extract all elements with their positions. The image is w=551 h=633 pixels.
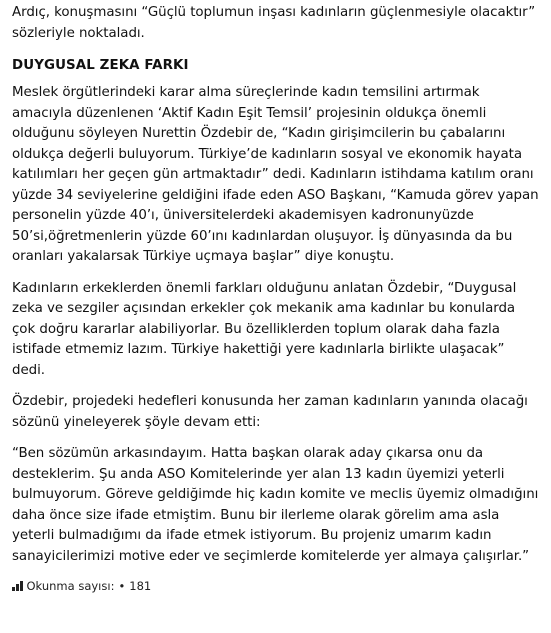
section-heading: DUYGUSAL ZEKA FARKI [12, 58, 189, 73]
separator-dot: • [118, 579, 126, 593]
intro-paragraph: Ardıç, konuşmasını “Güçlü toplumun inşası kadınların güçlenmesiyle olacaktır” sözleriyle noktaladı. [12, 5, 536, 41]
paragraph-4: “Ben sözümün arkasındayım. Hatta başkan olarak aday çıkarsa onu da desteklerim. Şu anda ASO Komitelerinde yer alan 13 kadın üyemizi yeterli bulmuyorum. Göreve geldiğimde hiç kadın komite ve meclis üyemiz olmadığını daha önce size ifade etmiştim. Bunu bir ilerleme olarak görelim ama asla yeterli bulmadığımı da ifade etmek istiyorum. Bu projeniz umarım kadın sanayicilerimizi motive eder ve seçimlerde komitelerde yer almaya çalışırlar.” [12, 446, 539, 564]
read-count-footer [12, 579, 539, 593]
paragraph-2: Kadınların erkeklerden önemli farkları olduğunu anlatan Özdebir, “Duygusal zeka ve sezgiler açısından erkekler çok mekanik ama kadınlar bu konularda çok doğru kararlar alabiliyorlar. Bu özelliklerden toplum olarak daha fazla istifade etmemiz lazım. Türkiye hakettiği yere kadınlarla birlikte ulaşacak” dedi. [12, 280, 517, 378]
bar-chart-icon [12, 581, 23, 591]
paragraph-3: Özdebir, projedeki hedefleri konusunda her zaman kadınların yanında olacağı sözünü yineleyerek şöyle devam etti: [12, 394, 528, 430]
paragraph-1: Meslek örgütlerindeki karar alma süreçlerinde kadın temsilini artırmak amacıyla düzenlenen ‘Aktif Kadın Eşit Temsil’ projesinin oldukça önemli olduğunu söyleyen Nurettin Özdebir de, “Kadın girişimcilerin bu çabalarını oldukça değerli buluyorum. Türkiye’de kadınların sosyal ve ekonomik hayata katılımları her geçen gün artmaktadır” dedi. Kadınların istihdama katılım oranı yüzde 34 seviyelerine geldiğini ifade eden ASO Başkanı, “Kamuda görev yapan personelin yüzde 40’ı, üniversitelerdeki akademisyen kadronunyüzde 50’si,öğretmenlerin yüzde 60’ını kadınlardan oluşuyor. İş dünyasında da bu oranları yakalarsak Türkiye uçmaya başlar” diye konuştu. [12, 85, 539, 264]
read-count-label: Okunma sayısı: [26, 579, 115, 593]
read-count-value: 181 [129, 579, 152, 593]
